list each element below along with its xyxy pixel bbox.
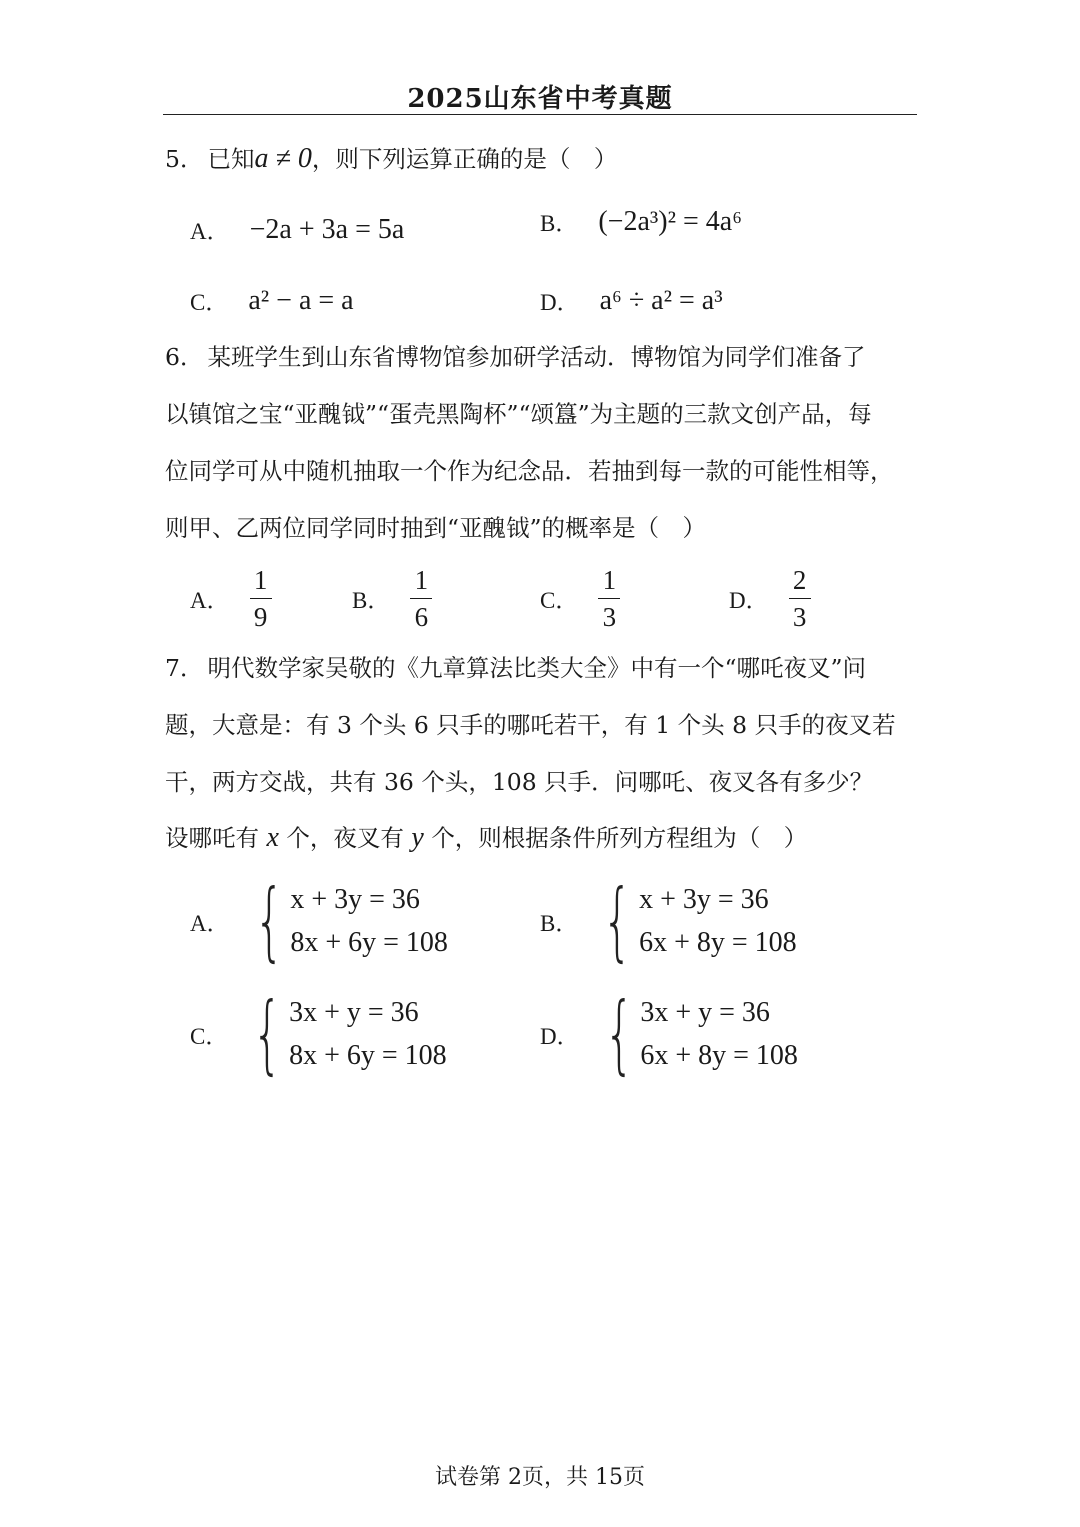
option-label: A． (190, 910, 230, 936)
numerator: 1 (602, 565, 617, 595)
q5-option-b[interactable] (540, 205, 742, 238)
question-7-line: 题，大意是：有 3 个头 6 只手的哪吒若干，有 1 个头 8 只手的夜叉若 (165, 711, 896, 739)
stem-text: 某班学生到山东省博物馆参加研学活动．博物馆为同学们准备了 (207, 343, 866, 371)
option-label: A． (190, 588, 230, 613)
option-label: D． (540, 1023, 580, 1049)
question-number: 5． (165, 145, 204, 173)
equation-1: 3x + y = 36 (289, 997, 419, 1028)
stem-text: 个，则根据条件所列方程组为（ ） (431, 824, 808, 852)
q7-option-b[interactable] (540, 871, 797, 971)
q6-option-d[interactable] (729, 565, 811, 632)
numerator: 2 (792, 565, 807, 595)
option-expr: a⁶ ÷ a² = a³ (599, 284, 723, 316)
denominator: 9 (253, 602, 268, 632)
option-label: B． (352, 588, 391, 613)
numerator: 1 (253, 565, 268, 595)
option-label: B． (540, 211, 579, 236)
fraction-bar (789, 598, 811, 599)
fraction-bar (598, 598, 620, 599)
question-6-line: 以镇馆之宝“亚醜钺”“蛋壳黑陶杯”“颂簋”为主题的三款文创产品，每 (165, 400, 872, 428)
equation-2: 6x + 8y = 108 (639, 927, 797, 958)
question-6-line: 位同学可从中随机抽取一个作为纪念品．若抽到每一款的可能性相等， (165, 457, 894, 485)
question-7-line: 干，两方交战，共有 36 个头，108 只手．问哪吒、夜叉各有多少？ (165, 768, 874, 796)
stem-text: 明代数学家吴敬的《九章算法比类大全》中有一个“哪吒夜叉”问 (207, 654, 866, 682)
variable-y: y (411, 822, 424, 853)
stem-text: 已知 (207, 145, 255, 173)
equation-2: 6x + 8y = 108 (640, 1040, 798, 1071)
brace-icon: { (253, 871, 285, 971)
page-footer: 试卷第 2页，共 15页 (435, 1465, 645, 1490)
q6-option-c[interactable] (540, 565, 620, 632)
equation-system (600, 984, 798, 1084)
numerator: 1 (414, 565, 429, 595)
option-label: D． (729, 588, 769, 613)
q5-option-d[interactable] (540, 284, 723, 317)
brace-icon: { (603, 984, 635, 1084)
equation-system (248, 984, 447, 1084)
equation-1: 3x + y = 36 (640, 997, 770, 1028)
equation-2: 8x + 6y = 108 (290, 927, 448, 958)
fraction (250, 565, 272, 632)
denominator: 3 (792, 602, 807, 632)
stem-text: ，则下列运算正确的是（ ） (311, 145, 618, 173)
stem-text: 个，夜叉有 (286, 824, 404, 852)
question-7-line (165, 823, 807, 853)
question-6-line (165, 342, 865, 372)
fraction (789, 565, 811, 632)
question-7-line (165, 653, 866, 683)
option-label: B． (540, 910, 579, 936)
q6-option-a[interactable] (190, 565, 272, 632)
brace-icon: { (602, 871, 633, 971)
q6-option-b[interactable] (352, 565, 432, 632)
option-expr: (−2a³)² = 4a⁶ (598, 205, 742, 237)
equation-1: x + 3y = 36 (290, 884, 420, 915)
stem-text: 设哪吒有 (165, 824, 259, 852)
equation-2: 8x + 6y = 108 (289, 1040, 447, 1071)
title-divider (163, 114, 917, 115)
option-label: C． (190, 1023, 229, 1049)
option-label: C． (540, 588, 579, 613)
brace-icon: { (252, 984, 283, 1084)
q5-option-a[interactable] (190, 213, 404, 246)
question-number: 7． (165, 654, 204, 682)
question-5-stem (165, 144, 617, 174)
denominator: 6 (414, 602, 429, 632)
option-label: C． (190, 290, 229, 315)
fraction (410, 565, 432, 632)
option-label: D． (540, 290, 580, 315)
fraction (598, 565, 620, 632)
equation-1: x + 3y = 36 (639, 884, 769, 915)
q5-option-c[interactable] (190, 284, 354, 317)
page-title: 2025山东省中考真题 (407, 84, 673, 114)
option-expr: a² − a = a (248, 284, 354, 316)
equation-system (250, 871, 448, 971)
option-expr: −2a + 3a = 5a (249, 213, 405, 245)
fraction-bar (410, 598, 432, 599)
option-label: A． (190, 219, 230, 244)
question-number: 6． (165, 343, 204, 371)
q7-option-c[interactable] (190, 984, 447, 1084)
q7-option-d[interactable] (540, 984, 798, 1084)
equation-system (598, 871, 797, 971)
fraction-bar (250, 598, 272, 599)
variable-x: x (266, 822, 279, 853)
denominator: 3 (602, 602, 617, 632)
question-6-line: 则甲、乙两位同学同时抽到“亚醜钺”的概率是（ ） (165, 514, 707, 542)
q7-option-a[interactable] (190, 871, 448, 971)
condition-expr: a ≠ 0 (254, 143, 312, 174)
